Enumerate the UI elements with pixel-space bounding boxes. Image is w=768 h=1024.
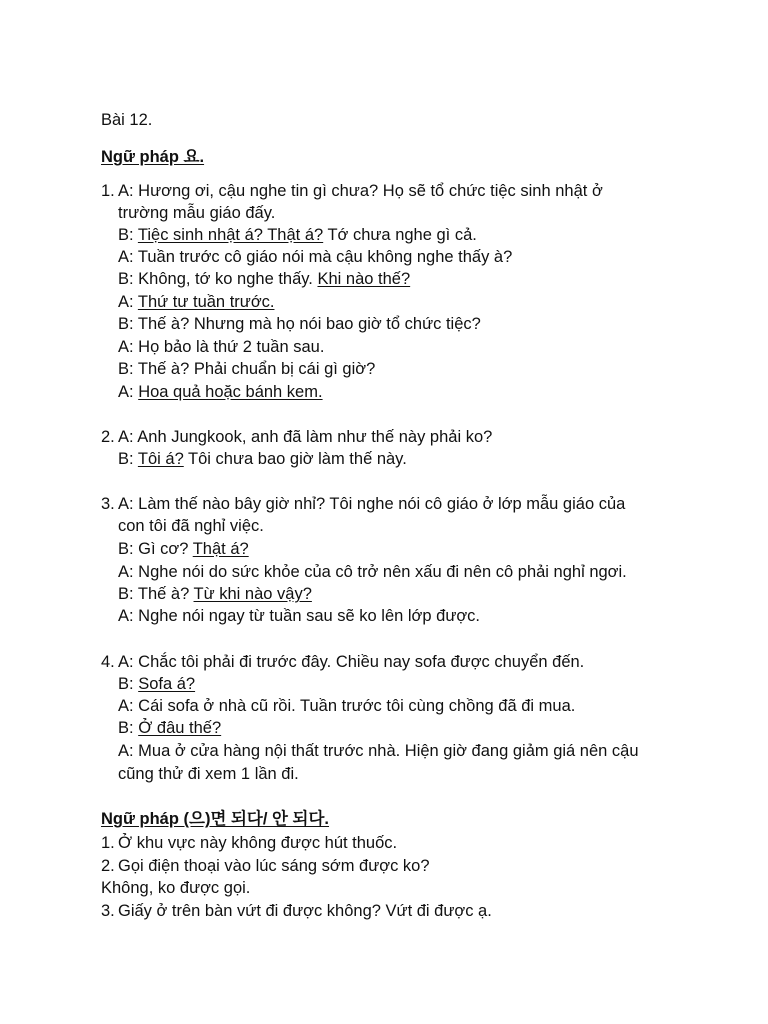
- dialogue-line: A: Họ bảo là thứ 2 tuần sau.: [118, 338, 325, 356]
- dialogue-line: A: Nghe nói ngay từ tuần sau sẽ ko lên lớp được.: [118, 607, 481, 625]
- sentence-line: Không, ko được gọi.: [101, 879, 251, 897]
- dialogue-line: A: Hoa quả hoặc bánh kem.: [118, 383, 323, 401]
- dialogue-line: B: Thế à? Từ khi nào vậy?: [118, 585, 312, 603]
- dialogue-line: A: Anh Jungkook, anh đã làm như thế này phải ko?: [118, 428, 493, 446]
- dialogue-line: B: Sofa á?: [118, 675, 196, 693]
- dialogue-line: A: Làm thế nào bây giờ nhỉ? Tôi nghe nói cô giáo ở lớp mẫu giáo của: [118, 495, 626, 513]
- underlined-phrase: Thứ tư tuần trước.: [137, 293, 275, 311]
- dialogue-line: B: Thế à? Nhưng mà họ nói bao giờ tổ chức tiệc?: [118, 315, 481, 333]
- dialogue-line: con tôi đã nghỉ việc.: [118, 517, 264, 535]
- item-number: 4.: [101, 653, 115, 671]
- sentence-line: Gọi điện thoại vào lúc sáng sớm được ko?: [118, 857, 430, 875]
- dialogue-line: A: Nghe nói do sức khỏe của cô trở nên xấu đi nên cô phải nghỉ ngơi.: [118, 563, 627, 581]
- underlined-phrase: Tôi á?: [137, 450, 184, 468]
- item-number: 2.: [101, 857, 115, 875]
- item-number: 1.: [101, 834, 115, 852]
- item-number: 2.: [101, 428, 115, 446]
- lesson-title: Bài 12.: [101, 111, 153, 129]
- underlined-phrase: Thật á?: [192, 540, 249, 558]
- underlined-phrase: Từ khi nào vậy?: [193, 585, 312, 603]
- underlined-phrase: Khi nào thế?: [317, 270, 411, 288]
- dialogue-line: trường mẫu giáo đấy.: [118, 204, 276, 222]
- sentence-line: Giấy ở trên bàn vứt đi được không? Vứt đi được ạ.: [118, 902, 492, 920]
- dialogue-line: B: Thế à? Phải chuẩn bị cái gì giờ?: [118, 360, 376, 378]
- dialogue-line: cũng thử đi xem 1 lần đi.: [118, 765, 299, 783]
- underlined-phrase: Sofa á?: [138, 675, 196, 693]
- dialogue-line: B: Tiệc sinh nhật á? Thật á? Tớ chưa nghe gì cả.: [118, 226, 477, 244]
- underlined-phrase: Hoa quả hoặc bánh kem.: [138, 383, 323, 401]
- dialogue-line: A: Mua ở cửa hàng nội thất trước nhà. Hiện giờ đang giảm giá nên cậu: [118, 742, 639, 760]
- dialogue-line: A: Thứ tư tuần trước.: [118, 293, 275, 311]
- section2-heading: Ngữ pháp (으)면 되다/ 안 되다.: [101, 810, 330, 828]
- sentence-line: Ở khu vực này không được hút thuốc.: [118, 834, 398, 852]
- dialogue-line: B: Ở đâu thế?: [118, 719, 222, 737]
- section1-heading: Ngữ pháp 요.: [101, 148, 205, 166]
- underlined-phrase: Ở đâu thế?: [138, 719, 222, 737]
- item-number: 1.: [101, 182, 115, 200]
- dialogue-line: A: Tuần trước cô giáo nói mà cậu không nghe thấy à?: [118, 248, 513, 266]
- underlined-phrase: Tiệc sinh nhật á? Thật á?: [137, 226, 324, 244]
- item-number: 3.: [101, 902, 115, 920]
- dialogue-line: B: Tôi á? Tôi chưa bao giờ làm thế này.: [118, 450, 407, 468]
- item-number: 3.: [101, 495, 115, 513]
- dialogue-line: A: Cái sofa ở nhà cũ rồi. Tuần trước tôi cùng chồng đã đi mua.: [118, 697, 576, 715]
- dialogue-line: B: Không, tớ ko nghe thấy. Khi nào thế?: [118, 270, 411, 288]
- dialogue-line: B: Gì cơ? Thật á?: [118, 540, 249, 558]
- dialogue-line: A: Chắc tôi phải đi trước đây. Chiều nay sofa được chuyển đến.: [118, 653, 585, 671]
- dialogue-line: A: Hương ơi, cậu nghe tin gì chưa? Họ sẽ tổ chức tiệc sinh nhật ở: [118, 182, 603, 200]
